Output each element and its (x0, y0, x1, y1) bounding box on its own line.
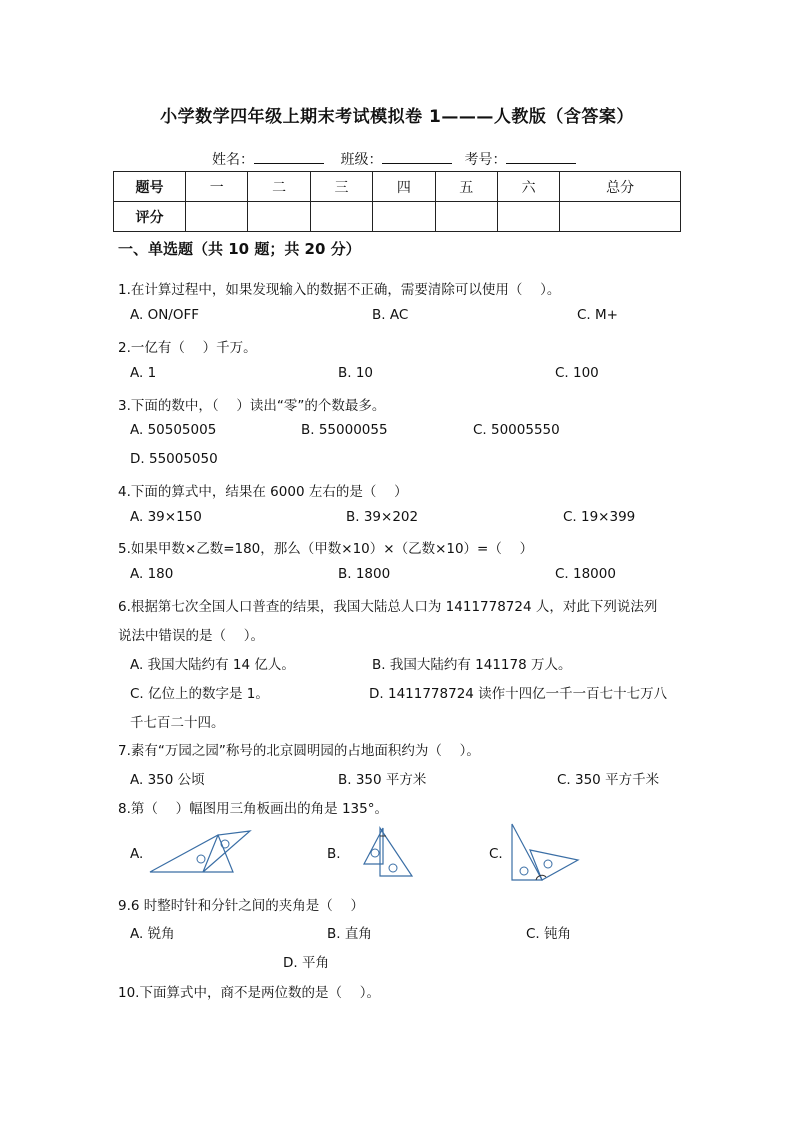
q6-option-d-continued: 千七百二十四。 (130, 715, 225, 731)
q1-option-b[interactable]: B. AC (372, 307, 409, 323)
q4-option-c[interactable]: C. 19×399 (563, 509, 636, 525)
set-square-1 (150, 835, 233, 872)
exam-no-blank[interactable] (506, 148, 576, 164)
q9-option-c[interactable]: C. 钝角 (526, 926, 572, 942)
score-header-cell: 六 (497, 172, 559, 202)
score-cell[interactable] (248, 202, 310, 232)
q4-option-a[interactable]: A. 39×150 (130, 509, 202, 525)
set-square-hole (520, 867, 528, 875)
question-5: 5.如果甲数×乙数=180，那么（甲数×10）×（乙数×10）=（ ） (118, 541, 534, 557)
student-info-line (212, 148, 588, 169)
question-6: 6.根据第七次全国人口普查的结果，我国大陆总人口为 1411778724 人，对此下列说法列 (118, 599, 658, 615)
question-6-continued: 说法中错误的是（ ）。 (118, 628, 265, 644)
question-10: 10.下面算式中，商不是两位数的是（ ）。 (118, 985, 381, 1001)
question-9: 9.6 时整时针和分针之间的夹角是（ ） (118, 898, 365, 914)
q8-option-a[interactable]: A. (130, 846, 144, 862)
score-cell[interactable] (310, 202, 372, 232)
section-heading: 一、单选题（共 10 题；共 20 分） (118, 240, 361, 258)
q1-option-c[interactable]: C. M+ (577, 307, 618, 323)
q6-option-c[interactable]: C. 亿位上的数字是 1。 (130, 686, 269, 702)
q9-option-a[interactable]: A. 锐角 (130, 926, 175, 942)
q8-option-b[interactable]: B. (327, 846, 341, 862)
q7-option-a[interactable]: A. 350 公顷 (130, 772, 205, 788)
question-8: 8.第（ ）幅图用三角板画出的角是 135°。 (118, 801, 388, 817)
q2-option-c[interactable]: C. 100 (555, 365, 599, 381)
q2-option-b[interactable]: B. 10 (338, 365, 374, 381)
set-square-2 (530, 850, 578, 880)
q4-option-b[interactable]: B. 39×202 (346, 509, 419, 525)
name-blank[interactable] (254, 148, 324, 164)
set-square-hole (371, 849, 379, 857)
q2-option-a[interactable]: A. 1 (130, 365, 157, 381)
q1-option-a[interactable]: A. ON/OFF (130, 307, 200, 323)
question-4: 4.下面的算式中，结果在 6000 左右的是（ ） (118, 484, 408, 500)
set-square-hole (197, 855, 205, 863)
set-square-hole (544, 860, 552, 868)
set-square-hole (389, 864, 397, 872)
q3-option-b[interactable]: B. 55000055 (301, 422, 388, 438)
q6-option-b[interactable]: B. 我国大陆约有 141178 万人。 (372, 657, 572, 673)
q9-option-d[interactable]: D. 平角 (283, 955, 329, 971)
class-label: 班级： (340, 152, 383, 168)
score-cell[interactable] (560, 202, 681, 232)
question-3: 3.下面的数中，（ ）读出“零”的个数最多。 (118, 398, 386, 414)
set-square-2 (380, 828, 412, 876)
q6-option-d[interactable]: D. 1411778724 读作十四亿一千一百七十七万八 (369, 686, 668, 702)
score-cell[interactable] (435, 202, 497, 232)
exam-no-label: 考号： (464, 152, 507, 168)
score-cell[interactable] (497, 202, 559, 232)
q9-option-b[interactable]: B. 直角 (327, 926, 372, 942)
score-cell[interactable] (373, 202, 435, 232)
name-label: 姓名： (212, 152, 254, 168)
figure-b-triangle-rulers (350, 826, 416, 878)
class-blank[interactable] (382, 148, 452, 164)
score-header-cell: 总分 (560, 172, 681, 202)
score-row-label: 评分 (114, 202, 186, 232)
question-7: 7.素有“万园之园”称号的北京圆明园的占地面积约为（ ）。 (118, 743, 480, 759)
score-cell[interactable] (186, 202, 248, 232)
q5-option-a[interactable]: A. 180 (130, 566, 174, 582)
score-header-cell: 题号 (114, 172, 186, 202)
score-table (113, 171, 681, 232)
q6-option-a[interactable]: A. 我国大陆约有 14 亿人。 (130, 657, 295, 673)
figure-a-triangle-rulers (148, 827, 252, 875)
score-table-header-row (114, 172, 681, 202)
page-title: 小学数学四年级上期末考试模拟卷 1———人教版（含答案） (160, 107, 634, 127)
question-1: 1.在计算过程中，如果发现输入的数据不正确，需要清除可以使用（ ）。 (118, 282, 561, 298)
q5-option-b[interactable]: B. 1800 (338, 566, 391, 582)
score-header-cell: 四 (373, 172, 435, 202)
q3-option-d[interactable]: D. 55005050 (130, 451, 218, 467)
q5-option-c[interactable]: C. 18000 (555, 566, 616, 582)
figure-c-triangle-rulers (508, 822, 580, 884)
q3-option-c[interactable]: C. 50005550 (473, 422, 560, 438)
q7-option-b[interactable]: B. 350 平方米 (338, 772, 427, 788)
score-header-cell: 二 (248, 172, 310, 202)
score-header-cell: 三 (310, 172, 372, 202)
question-2: 2.一亿有（ ）千万。 (118, 340, 257, 356)
score-header-cell: 一 (186, 172, 248, 202)
q7-option-c[interactable]: C. 350 平方千米 (557, 772, 660, 788)
score-header-cell: 五 (435, 172, 497, 202)
score-table-score-row (114, 202, 681, 232)
q3-option-a[interactable]: A. 50505005 (130, 422, 217, 438)
q8-option-c[interactable]: C. (489, 846, 503, 862)
set-square-2 (203, 831, 250, 872)
